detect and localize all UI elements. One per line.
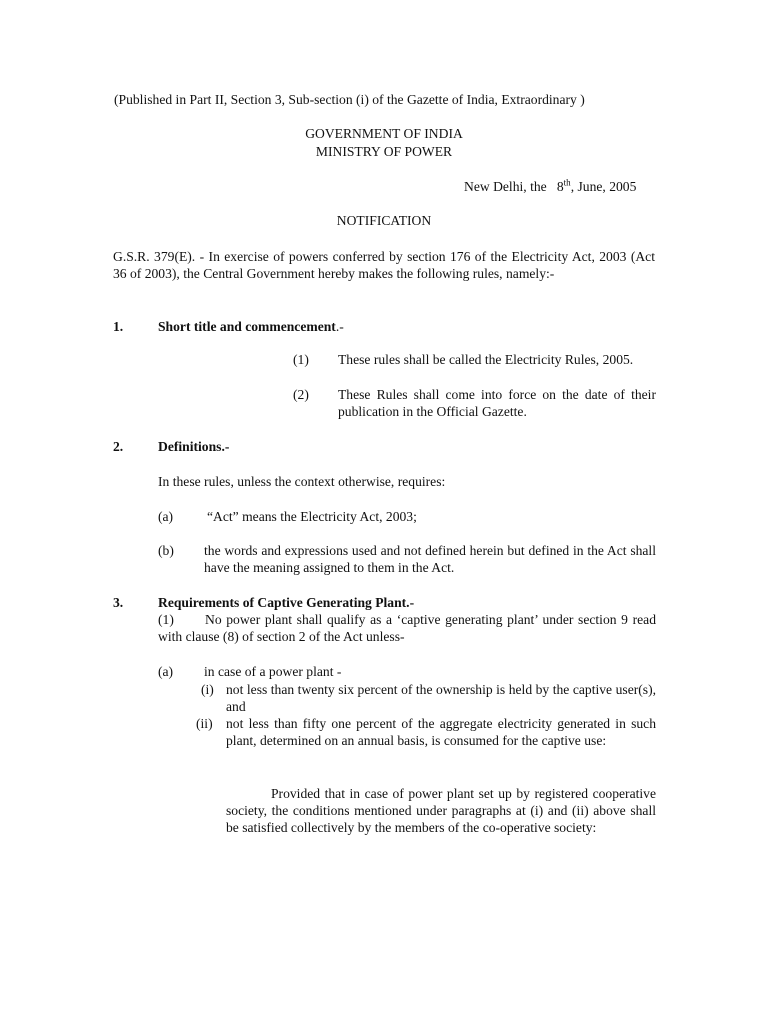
section-1-item-2-marker: (2)	[293, 387, 309, 402]
date-prefix: New Delhi, the	[464, 179, 547, 194]
section-1-title: Short title and commencement	[158, 319, 336, 334]
section-3-clause-a-text: in case of a power plant -	[204, 664, 342, 679]
section-3-subitem-i-text: not less than twenty six percent of the ownership is held by the captive user(s), and	[226, 682, 656, 714]
section-2-intro: In these rules, unless the context otherwise, requires:	[158, 474, 446, 489]
notification-date	[464, 178, 636, 195]
date-rest: , June, 2005	[570, 179, 637, 194]
section-3-sub-1-text: No power plant shall qualify as a ‘captive generating plant’ under section 9 read with clause (8) of section 2 of the Act unless-	[158, 612, 656, 644]
section-3-proviso: Provided that in case of power plant set up by registered cooperative society, the conditions mentioned under paragraphs at (i) and (ii) above shall be satisfied collectively by the members of the co-operative society:	[226, 786, 656, 835]
date-day: 8	[556, 179, 564, 194]
section-2-item-b-text: the words and expressions used and not defined herein but defined in the Act shall have the meaning assigned to them in the Act.	[204, 543, 656, 575]
section-1-item-1-text: These rules shall be called the Electricity Rules, 2005.	[338, 352, 634, 367]
government-heading: GOVERNMENT OF INDIA	[305, 126, 463, 141]
section-3-subitem-i-marker: (i)	[201, 682, 214, 697]
section-1-item-1-marker: (1)	[293, 352, 309, 367]
section-3-subitem-ii-text: not less than fifty one percent of the aggregate electricity generated in such plant, determined on an annual basis, is consumed for the captive use:	[226, 716, 656, 748]
section-2-number: 2.	[113, 439, 124, 454]
section-2-item-b-marker: (b)	[158, 543, 174, 558]
section-3-sub-1-marker: (1)	[158, 612, 174, 627]
notification-title: NOTIFICATION	[336, 213, 432, 228]
date-ordinal-suffix: th	[563, 177, 571, 188]
section-2-title: Definitions.-	[158, 439, 230, 454]
section-3-clause-a-marker: (a)	[158, 664, 174, 679]
section-1-heading	[158, 318, 344, 335]
section-3-subitem-ii-marker: (ii)	[196, 716, 213, 731]
section-1-title-suffix: .-	[335, 319, 344, 334]
section-3-title: Requirements of Captive Generating Plant.-	[158, 595, 415, 610]
section-2-item-a-text: “Act” means the Electricity Act, 2003;	[207, 509, 417, 524]
section-1-number: 1.	[113, 319, 124, 334]
published-note: (Published in Part II, Section 3, Sub-section (i) of the Gazette of India, Extraordinary )	[114, 92, 585, 107]
section-1-item-2-text: These Rules shall come into force on the date of their publication in the Official Gazette.	[338, 387, 656, 419]
section-3-number: 3.	[113, 595, 124, 610]
preamble-paragraph: G.S.R. 379(E). - In exercise of powers conferred by section 176 of the Electricity Act, 2003 (Act 36 of 2003), the Central Government hereby makes the following rules, namely:-	[113, 249, 655, 281]
section-2-item-a-marker: (a)	[158, 509, 174, 524]
ministry-heading: MINISTRY OF POWER	[315, 144, 453, 159]
